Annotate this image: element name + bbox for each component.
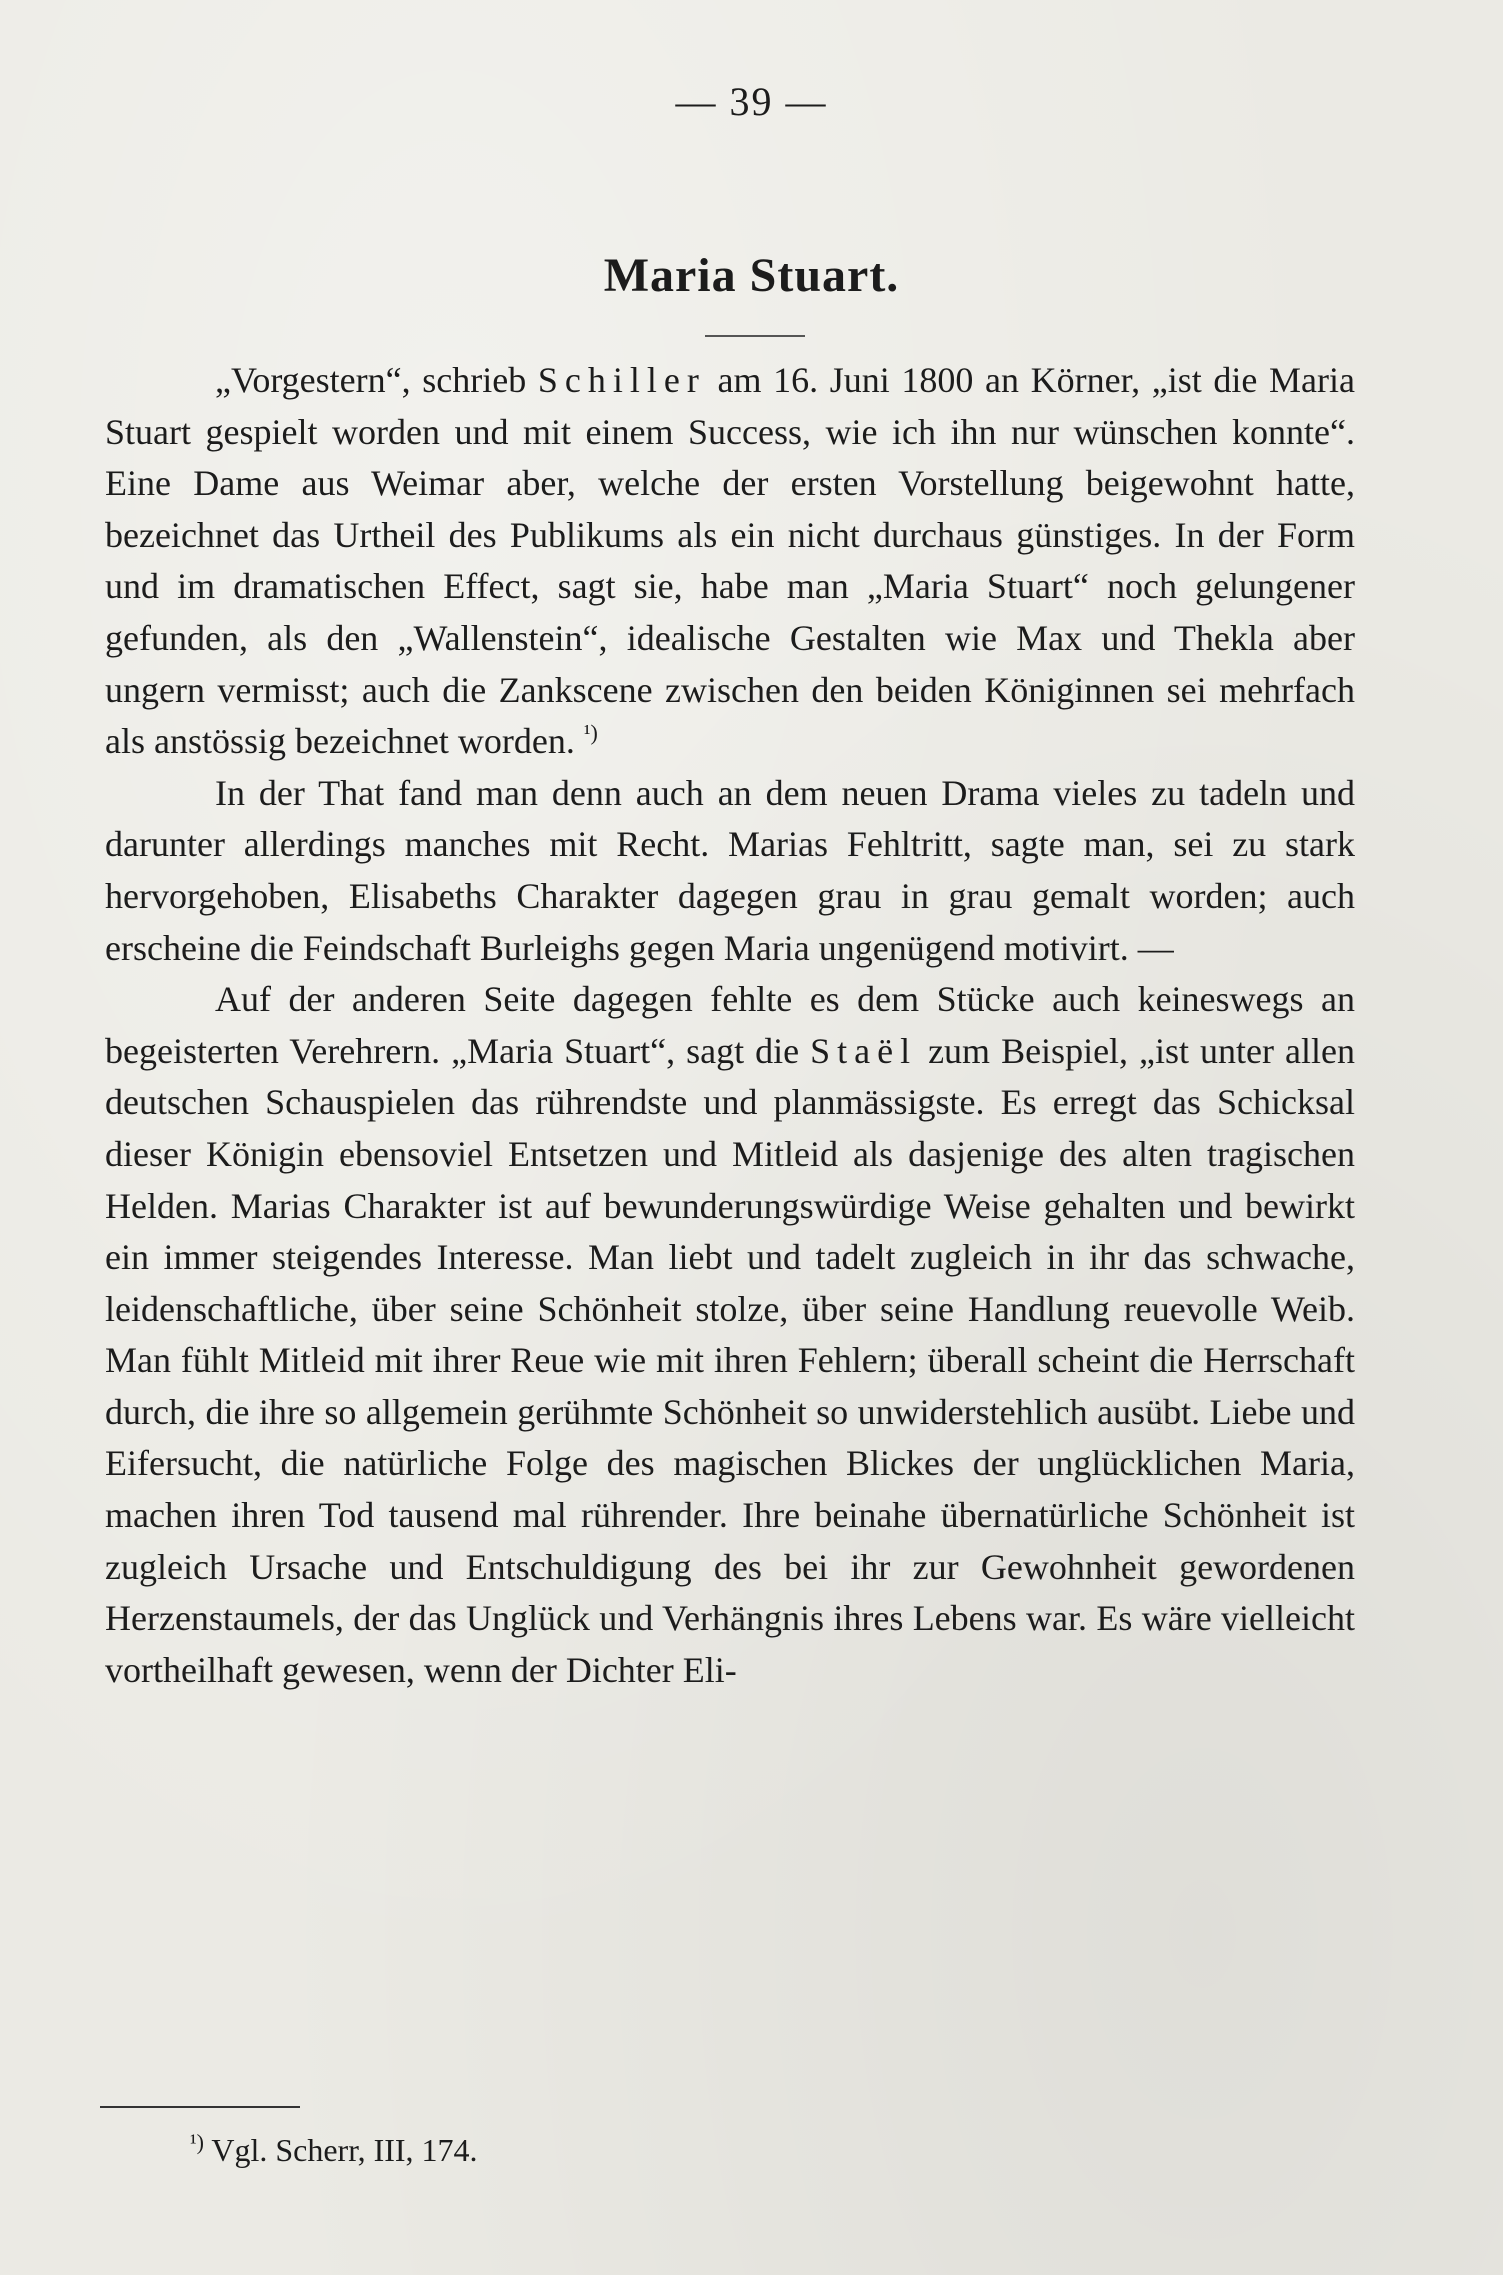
footnote-text: Vgl. Scherr, III, 174. [203,2132,478,2168]
body-text [105,355,1355,1696]
paragraph-1 [105,355,1355,768]
author-name-schiller: Schiller [537,360,706,400]
paragraph-3 [105,974,1355,1696]
footnote [190,2129,478,2169]
author-name-stael: Staël [810,1030,918,1071]
title-rule [705,335,805,337]
footnote-marker-label: ¹) [190,2129,204,2155]
paragraph-3-text-start: Auf der anderen Seite dagegen fehlte es dem Stücke auch keineswegs an begeisterten Verehrern. „Maria Stuart“, sagt die [105,979,1355,1071]
page-number: — 39 — [675,79,828,124]
footnote-rule [100,2106,300,2108]
paragraph-1-text: am 16. Juni 1800 an Körner, „ist die Maria Stuart gespielt worden und mit einem Success, wie ich ihn nur wünschen konnte“. Eine Dame aus Weimar aber, welche der ersten Vorstellung beigewohnt hatte, bezeichnet das Urtheil des Publikums als ein nicht durchaus günstiges. In der Form und im dramatischen Effect, sagt sie, habe man „Maria Stuart“ noch gelungener gefunden, als den „Wallenstein“, idealische Gestalten wie Max und Thekla aber ungern vermisst; auch die Zankscene zwischen den beiden Königinnen sei mehrfach als anstössig bezeichnet worden. [105,360,1355,762]
paragraph-3-text-end: zum Beispiel, „ist unter allen deutschen Schauspielen das rührendste und planmässigste. Es erregt das Schicksal dieser Königin ebensoviel Entsetzen und Mitleid als dasjenige des alten tragischen Helden. Marias Charakter ist auf bewunderungswürdige Weise gehalten und bewirkt ein immer steigendes Interesse. Man liebt und tadelt zugleich in ihr das schwache, leidenschaftliche, über seine Schönheit stolze, über seine Handlung reuevolle Weib. Man fühlt Mitleid mit ihrer Reue wie mit ihren Fehlern; überall scheint die Herrschaft durch, die ihre so allgemein gerühmte Schönheit so unwiderstehlich ausübt. Liebe und Eifersucht, die natürliche Folge des magischen Blickes der unglücklichen Maria, machen ihren Tod tausend mal rührender. Ihre beinahe übernatürliche Schönheit ist zugleich Ursache und Entschuldigung des bei ihr zur Gewohnheit gewordenen Herzenstaumels, der das Unglück und Verhängnis ihres Lebens war. Es wäre vielleicht vortheilhaft gewesen, wenn der Dichter Eli- [105,1030,1355,1690]
paragraph-1-opening: „Vorgestern“, schrieb [215,360,538,400]
paragraph-2: In der That fand man denn auch an dem neuen Drama vieles zu tadeln und darunter allerdings manches mit Recht. Marias Fehltritt, sagte man, sei zu stark hervorgehoben, Elisabeths Charakter dagegen grau in grau gemalt worden; auch erscheine die Feindschaft Burleighs gegen Maria ungenügend motivirt. — [105,772,1355,968]
chapter-title: Maria Stuart. [603,249,900,302]
footnote-marker[interactable]: ¹) [583,720,598,746]
